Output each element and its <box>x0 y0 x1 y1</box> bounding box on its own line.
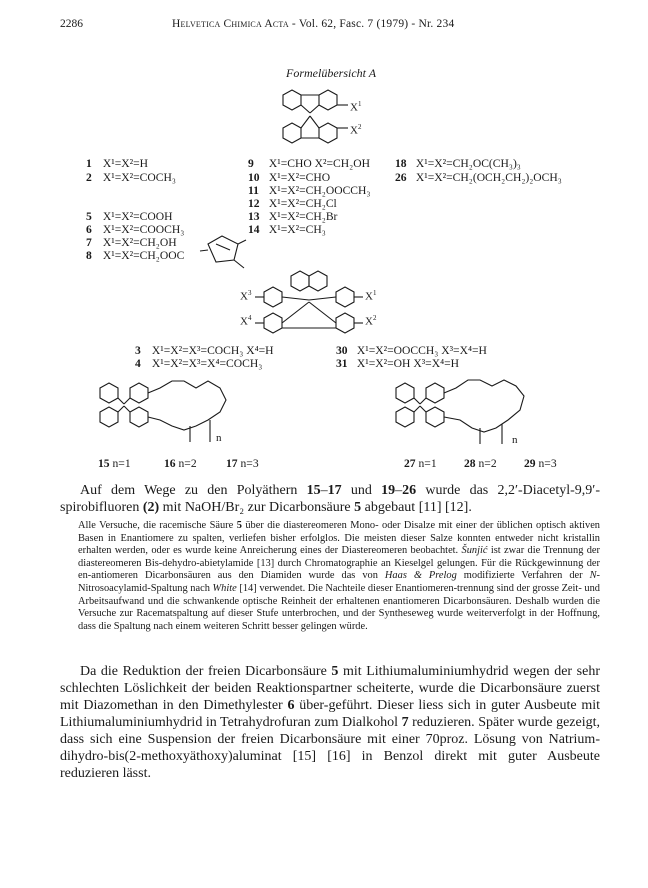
body-paragraph-2: Da die Reduktion der freien Dicarbonsäure 5 mit Lithiumaluminiumhydrid wegen der sehr schlechten Löslichkeit der beiden Reaktionspartner scheiterte, wurde die Dicarbonsäure zuerst mit Diazomethan in den Dimethylester 6 über-geführt. Dieser liess sich in guter Ausbeute mit Lithiumaluminiumhydrid in Tetrahydrofuran zum Dialkohol 7 reduzieren. Später wurde gezeigt, dass sich eine Suspension der freien Dicarbonsäure mit einer 70proz. Lösung von Natrium-dihydro-bis(2-methoxyäthoxy)aluminat [15] [16] in Benzol direkt mit guter Ausbeute reduzieren lässt. <box>60 664 601 781</box>
label-n-left: n <box>216 432 222 444</box>
label-x1-mid: $X^1$ <box>365 289 377 303</box>
series-16: 16 n=2 <box>164 457 197 470</box>
series-17: 17 n=3 <box>226 457 259 470</box>
compound-12: 12 X¹=X²=CH₂Cl <box>248 197 337 210</box>
small-print-paragraph: Alle Versuche, die racemische Säure 5 über die diastereomeren Mono- oder Disalze mit einer der üblichen optisch aktiven Basen in Enantiomere zu spalten, verliefen bisher erfolglos. Die meisten dieser Salze konnten entweder nicht kristallin erhalten werden, oder es wurde keine Anreicherung eines der Diastereomeren beobachtet. Šunjić ist zwar die Trennung der diastereomeren Bis-dehydro-abietylamide [13] durch Chromatographie an Kieselgel gelungen. Für die Rückgewinnung der en-antiomeren Dicarbonsäuren aus den Diamiden wurde das von Haas & Prelog modifizierte Verfahren der N-Nitrosoacylamid-Spaltung nach White [14] verwendet. Die Nachteile dieser Enantiomeren-trennung sind der grosse Zeit- und Arbeitsaufwand und die schwankende optische Reinheit der erhaltenen enantiomeren Dicarbonsäuren. Deshalb wurden die Versuche zur Racematspaltung auf dieser Stufe unterbrochen, und der Syntheseweg wurde weiterverfolgt in der Hoffnung, dass die Spaltung nach einem weiteren Schritt besser gelingen würde. <box>78 520 601 632</box>
compound-1: 1 X¹=X²=H <box>86 157 149 170</box>
figure-title: Formelübersicht A <box>286 66 377 80</box>
page-number: 2286 <box>60 18 83 30</box>
compound-31: 31 X¹=X²=OH X³=X⁴=H <box>336 357 460 370</box>
compound-11: 11 X¹=X²=CH₂OOCCH₃ <box>248 184 371 197</box>
label-x2-mid: $X^2$ <box>365 314 377 328</box>
compound-6: 6 X¹=X²=COOCH₃ <box>86 223 185 236</box>
label-n-right: n <box>512 434 518 446</box>
series-28: 28 n=2 <box>464 457 497 470</box>
compound-9: 9 X¹=CHO X²=CH₂OH <box>248 157 370 170</box>
crown-ether-left <box>100 381 226 442</box>
label-x1-top: $X^1$ <box>350 100 362 114</box>
series-29: 29 n=3 <box>524 457 557 470</box>
journal-name: Helvetica Chimica Acta <box>172 18 289 30</box>
compound-10: 10 X¹=X²=CHO <box>248 171 331 184</box>
compound-3: 3 X¹=X²=X³=COCH₃ X⁴=H <box>135 344 274 357</box>
compound-7: 7 X¹=X²=CH₂OH <box>86 236 177 249</box>
compound-26: 26 X¹=X²=CH₂(OCH₂CH₂)₂OCH₃ <box>395 171 562 184</box>
spirobifluorene-middle <box>255 271 363 333</box>
compound-4: 4 X¹=X²=X³=X⁴=COCH₃ <box>135 357 263 370</box>
crown-ether-right <box>396 380 524 444</box>
compound-30: 30 X¹=X²=OOCCH₃ X³=X⁴=H <box>336 344 487 357</box>
compound-14: 14 X¹=X²=CH₃ <box>248 223 326 236</box>
lactone-substituent <box>200 236 246 268</box>
label-x2-top: $X^2$ <box>350 123 362 137</box>
compound-2: 2 X¹=X²=COCH₃ <box>86 171 176 184</box>
compound-18: 18 X¹=X²=CH₂OC(CH₃)₃ <box>395 157 521 170</box>
label-x3-mid: $X^3$ <box>240 289 252 303</box>
compound-13: 13 X¹=X²=CH₂Br <box>248 210 338 223</box>
compound-5: 5 X¹=X²=COOH <box>86 210 173 223</box>
spirobifluorene-top <box>283 90 348 143</box>
compound-8: 8 X¹=X²=CH₂OOC <box>86 249 185 262</box>
body-paragraph-1: Auf dem Wege zu den Polyäthern 15–17 und 19–26 wurde das 2,2′-Diacetyl-9,9′-spirobifluoren (2) mit NaOH/Br₂ zur Dicarbonsäure 5 abgebaut [11] [12]. <box>60 483 600 515</box>
label-x4-mid: $X^4$ <box>240 314 252 328</box>
journal-meta: - Vol. 62, Fasc. 7 (1979) - Nr. 234 <box>288 18 455 30</box>
series-15: 15 n=1 <box>98 457 131 470</box>
series-27: 27 n=1 <box>404 457 437 470</box>
